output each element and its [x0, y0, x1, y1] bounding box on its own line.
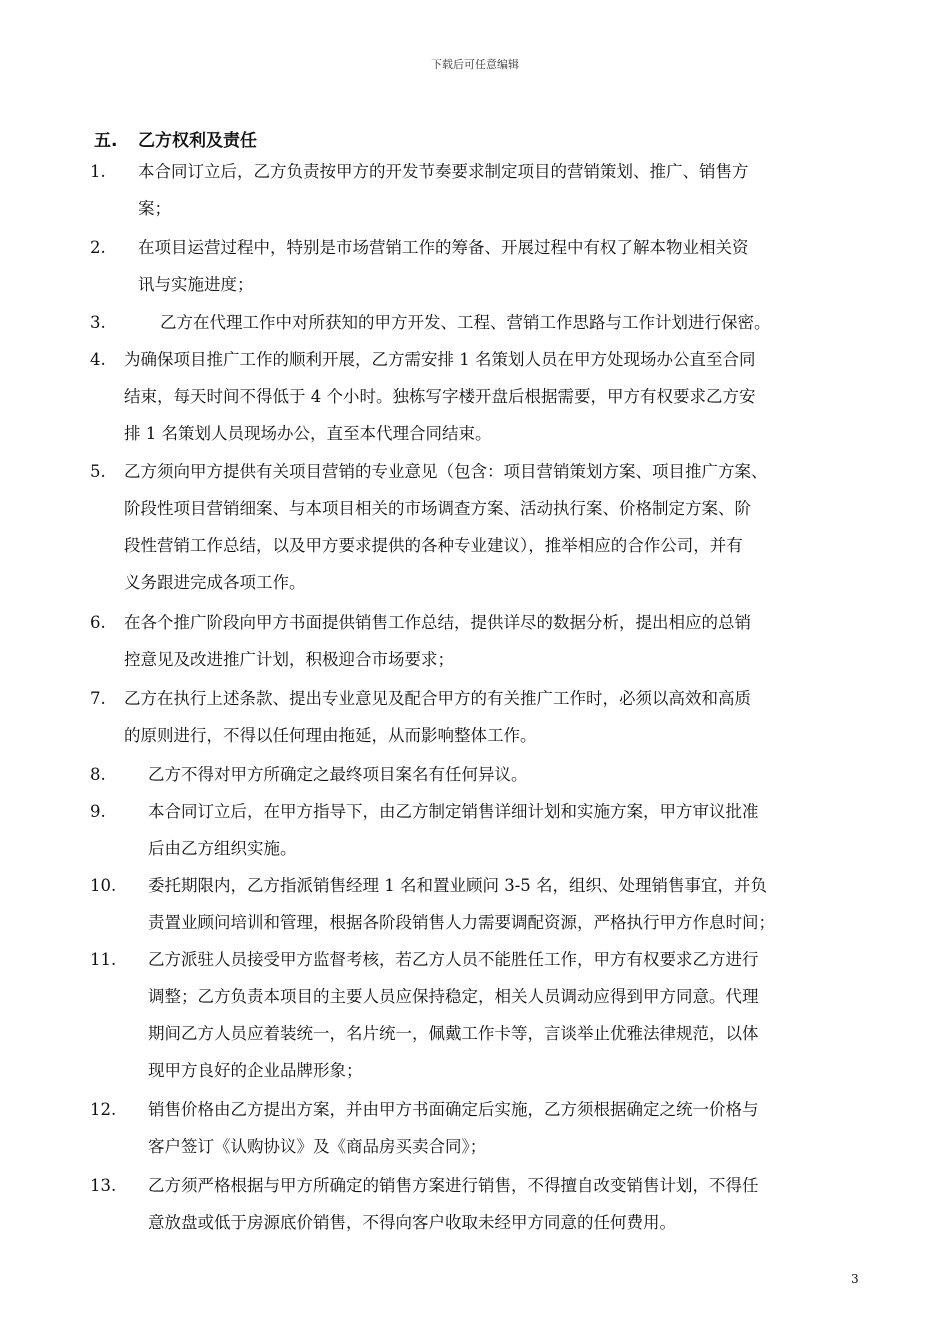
item-line: 本合同订立后，在甲方指导下，由乙方制定销售详细计划和实施方案，甲方审议批准: [148, 802, 759, 821]
item-line: 调整；乙方负责本项目的主要人员应保持稳定，相关人员调动应得到甲方同意。代理: [148, 987, 759, 1006]
item-line: 段性营销工作总结，以及甲方要求提供的各种专业建议），推举相应的合作公司，并有: [124, 536, 743, 555]
list-item: [90, 756, 528, 793]
item-line: 排 1 名策划人员现场办公，直至本代理合同结束。: [124, 424, 492, 443]
list-item: [90, 941, 759, 1089]
list-item: [90, 1167, 759, 1241]
item-line: 义务跟进完成各项工作。: [124, 573, 306, 592]
list-item: [90, 304, 771, 341]
item-number: 4.: [90, 350, 106, 369]
item-line: 乙方在代理工作中对所获知的甲方开发、工程、营销工作思路与工作计划进行保密。: [160, 313, 771, 332]
item-line: 意放盘或低于房源底价销售，不得向客户收取未经甲方同意的任何费用。: [148, 1213, 676, 1232]
item-line: 后由乙方组织实施。: [148, 839, 297, 858]
item-line: 乙方须严格根据与甲方所确定的销售方案进行销售，不得擅自改变销售计划，不得任: [148, 1176, 759, 1195]
item-line: 乙方须向甲方提供有关项目营销的专业意见（包含：项目营销策划方案、项目推广方案、: [124, 462, 768, 481]
item-line: 案；: [138, 199, 171, 218]
list-item: [90, 867, 775, 941]
item-number: 5.: [90, 462, 106, 481]
list-item: [90, 153, 749, 227]
item-line: 在各个推广阶段向甲方书面提供销售工作总结，提供详尽的数据分析，提出相应的总销: [124, 613, 751, 632]
item-number: 12.: [90, 1100, 117, 1119]
item-line: 阶段性项目营销细案、与本项目相关的市场调查方案、活动执行案、价格制定方案、阶: [124, 499, 751, 518]
header-note: 下载后可任意编辑: [431, 58, 519, 71]
list-item: [90, 453, 768, 601]
item-line: 的原则进行，不得以任何理由拖延，从而影响整体工作。: [124, 726, 537, 745]
item-number: 11.: [90, 950, 117, 969]
section-title-text: 乙方权利及责任: [138, 131, 257, 151]
item-number: 2.: [90, 238, 106, 257]
item-line: 结束，每天时间不得低于 4 个小时。独栋写字楼开盘后根据需要，甲方有权要求乙方安: [124, 387, 756, 406]
list-item: [90, 1091, 759, 1165]
item-number: 6.: [90, 613, 106, 632]
item-number: 3.: [90, 313, 106, 332]
item-number: 10.: [90, 876, 117, 895]
item-line: 本合同订立后，乙方负责按甲方的开发节奏要求制定项目的营销策划、推广、销售方: [138, 162, 749, 181]
list-item: [90, 604, 751, 678]
item-number: 7.: [90, 689, 106, 708]
item-line: 责置业顾问培训和管理，根据各阶段销售人力需要调配资源，严格执行甲方作息时间；: [148, 913, 775, 932]
item-line: 现甲方良好的企业品牌形象；: [148, 1061, 363, 1080]
item-line: 在项目运营过程中，特别是市场营销工作的筹备、开展过程中有权了解本物业相关资: [138, 238, 749, 257]
item-number: 1.: [90, 162, 106, 181]
item-line: 销售价格由乙方提出方案，并由甲方书面确定后实施，乙方须根据确定之统一价格与: [148, 1100, 759, 1119]
item-line: 期间乙方人员应着装统一，名片统一，佩戴工作卡等，言谈举止优雅法律规范，以体: [148, 1024, 759, 1043]
item-line: 客户签订《认购协议》及《商品房买卖合同》；: [148, 1137, 487, 1156]
item-number: 13.: [90, 1176, 117, 1195]
item-line: 为确保项目推广工作的顺利开展，乙方需安排 1 名策划人员在甲方处现场办公直至合同: [124, 350, 756, 369]
item-line: 讯与实施进度；: [138, 275, 254, 294]
list-item: [90, 680, 751, 754]
section-number: 五.: [94, 131, 118, 151]
item-line: 控意见及改进推广计划，积极迎合市场要求；: [124, 650, 454, 669]
item-line: 乙方在执行上述条款、提出专业意见及配合甲方的有关推广工作时，必须以高效和高质: [124, 689, 751, 708]
item-line: 乙方派驻人员接受甲方监督考核，若乙方人员不能胜任工作，甲方有权要求乙方进行: [148, 950, 759, 969]
list-item: [90, 341, 756, 452]
item-number: 8.: [90, 765, 106, 784]
item-line: 委托期限内，乙方指派销售经理 1 名和置业顾问 3-5 名，组织、处理销售事宜，并负: [148, 876, 768, 895]
item-number: 9.: [90, 802, 106, 821]
list-item: [90, 793, 759, 867]
section-title: [94, 126, 257, 151]
list-item: [90, 229, 749, 303]
page-number: 3: [851, 1272, 859, 1286]
item-line: 乙方不得对甲方所确定之最终项目案名有任何异议。: [148, 765, 528, 784]
